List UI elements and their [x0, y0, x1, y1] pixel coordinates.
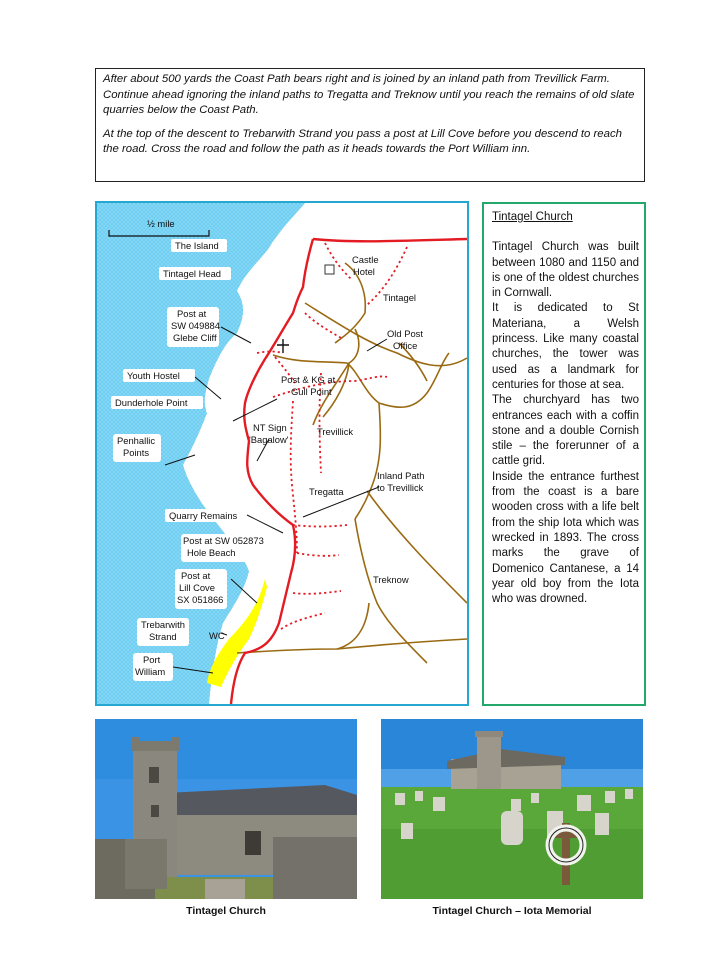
castle-hotel-marker: [325, 265, 334, 274]
label-post-glebe-3: Glebe Cliff: [173, 332, 217, 343]
church-photo: [95, 719, 357, 899]
label-trebarwith-2: Strand: [149, 631, 177, 642]
route-map: [95, 201, 469, 706]
label-inland-path-1: Inland Path: [377, 470, 425, 481]
label-quarry-remains: Quarry Remains: [169, 510, 238, 521]
church-info-panel: [482, 202, 646, 706]
label-inland-path-2: to Trevillick: [377, 482, 424, 493]
label-treknow: Treknow: [373, 574, 409, 585]
walk-directions-box: [95, 68, 645, 182]
iota-memorial-photo: [381, 719, 643, 899]
label-penhallic-1: Penhallic: [117, 435, 156, 446]
route-map-svg: [97, 203, 467, 704]
label-lill-cove-2: Lill Cove: [179, 582, 215, 593]
label-dunderhole-point: Dunderhole Point: [115, 397, 188, 408]
roads: [237, 263, 467, 663]
church-cross-icon: [277, 339, 289, 353]
label-wc: WC: [209, 630, 225, 641]
label-tintagel-head: Tintagel Head: [163, 268, 222, 279]
label-hole-beach-1: Post at SW 052873: [183, 535, 264, 546]
label-trevillick: Trevillick: [317, 426, 354, 437]
info-title: Tintagel Church: [492, 211, 573, 223]
label-tregatta: Tregatta: [309, 486, 344, 497]
label-trebarwith-1: Trebarwith: [141, 619, 185, 630]
label-lill-cove-3: SX 051866: [177, 594, 224, 605]
label-lill-cove-1: Post at: [181, 570, 211, 581]
label-penhallic-2: Points: [123, 447, 150, 458]
iota-memorial-caption: Tintagel Church – Iota Memorial: [432, 905, 592, 917]
label-post-glebe-1: Post at: [177, 308, 207, 319]
label-nt-sign-1: NT Sign: [253, 422, 287, 433]
label-nt-sign-2: 'Bagalow': [249, 434, 289, 445]
label-youth-hostel: Youth Hostel: [127, 370, 180, 381]
scale-label: ½ mile: [147, 218, 175, 229]
label-gull-point-1: Post & KG at: [281, 374, 336, 385]
label-the-island: The Island: [175, 240, 219, 251]
label-port-william-2: William: [135, 666, 166, 677]
label-post-glebe-2: SW 049884: [171, 320, 220, 331]
directions-paragraph-1: After about 500 yards the Coast Path bears right and is joined by an inland path from Trevillick Farm. Continue ahead ignoring the inland paths to Tregatta and Treknow until you reach the remains of old slate quarries below the Coast Path.: [103, 73, 635, 117]
info-paragraph-3: The churchyard has two entrances each with a coffin stone and a double Cornish stile – the forerunner of a cattle grid.: [492, 394, 639, 468]
directions-paragraph-2: At the top of the descent to Trebarwith Strand you pass a post at Lill Cove before you descend to reach the road. Cross the road and follow the path as it heads towards the Port William inn.: [103, 127, 623, 156]
info-paragraph-1: Tintagel Church was built between 1080 and 1150 and is one of the oldest churches in Cornwall.: [492, 241, 639, 300]
church-photo-caption: Tintagel Church: [186, 905, 266, 917]
label-gull-point-2: Gull Point: [291, 386, 332, 397]
info-paragraph-2: It is dedicated to St Materiana, a Welsh princess. Like many coastal churches, the tower was used as a landmark for centuries for those at sea.: [492, 302, 639, 391]
coast-path: [231, 239, 467, 704]
label-port-william-1: Port: [143, 654, 161, 665]
label-hole-beach-2: Hole Beach: [187, 547, 236, 558]
label-old-post-1: Old Post: [387, 328, 423, 339]
label-castle-hotel-1: Castle: [352, 254, 379, 265]
info-paragraph-4: Inside the entrance furthest from the coast is a bare wooden cross with a life belt from the ship Iota which was wrecked in 1893. The cross marks the grave of Domenico Cantanese, a 14 year old boy from the Iota who was drowned.: [492, 470, 639, 606]
label-tintagel: Tintagel: [383, 292, 417, 303]
label-castle-hotel-2: Hotel: [353, 266, 375, 277]
label-old-post-2: Office: [393, 340, 418, 351]
